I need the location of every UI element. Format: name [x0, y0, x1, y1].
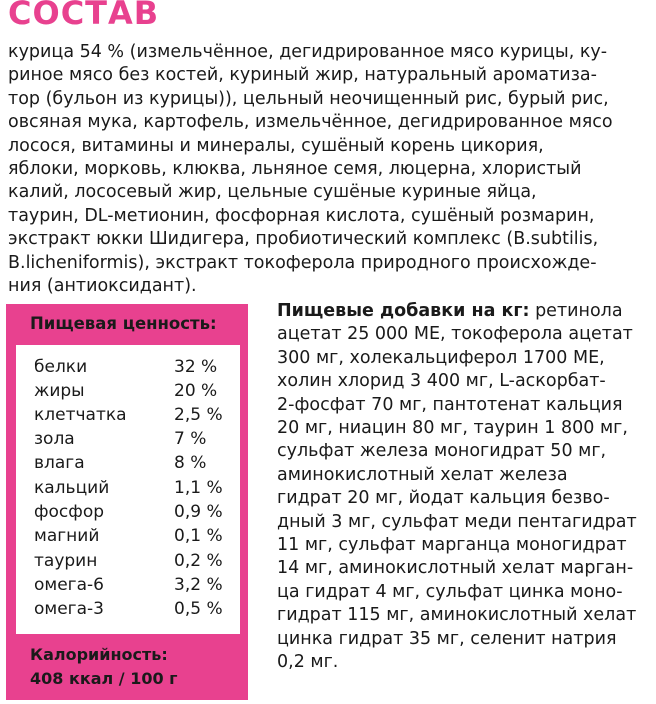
ingredients-line: тор (бульон из курицы)), цельный неочищенный рис, бурый рис, — [8, 88, 609, 109]
calories-label: Калорийность: — [30, 645, 168, 664]
additives-line: 14 мг, аминокислотный хелат марган- — [277, 558, 634, 579]
nutrient-name: кальций — [34, 478, 110, 498]
nutrition-title: Пищевая ценность: — [30, 314, 217, 333]
calories-block — [30, 643, 178, 691]
additives-line: 0,2 мг. — [277, 652, 339, 673]
additives-line: 300 мг, холекальциферол 1700 МЕ, — [277, 347, 605, 368]
nutrient-value: 2,5 % — [174, 405, 223, 425]
additives-first-line — [277, 300, 652, 323]
additives-line: ацетат 25 000 МЕ, токоферола ацетат — [277, 324, 633, 345]
ingredients-text — [8, 41, 648, 298]
ingredients-line: ния (антиоксидант). — [8, 276, 197, 297]
ingredients-line: лосося, витамины и минералы, сушёный корень цикория, — [8, 135, 544, 156]
additives-line: цинка гидрат 35 мг, селенит натрия — [277, 628, 617, 649]
calories-value: 408 ккал / 100 г — [30, 669, 178, 688]
ingredients-line: таурин, DL-метионин, фосфорная кислота, сушёный розмарин, — [8, 205, 595, 226]
nutrient-name: жиры — [34, 381, 85, 401]
additives-line: сульфат железа моногидрат 50 мг, — [277, 441, 607, 462]
additives-line: 20 мг, ниацин 80 мг, таурин 1 800 мг, — [277, 418, 628, 439]
additives-line: аминокислотный хелат железа — [277, 464, 568, 485]
additives-line: 2-фосфат 70 мг, пантотенат кальция — [277, 394, 623, 415]
nutrient-value: 7 % — [174, 429, 207, 449]
section-title: СОСТАВ — [8, 0, 160, 32]
nutrition-panel — [6, 304, 248, 700]
additives-line: 11 мг, сульфат марганца моногидрат — [277, 535, 627, 556]
nutrient-name: омега-6 — [34, 575, 104, 595]
ingredients-line: яблоки, морковь, клюква, льняное семя, люцерна, хлористый — [8, 159, 582, 180]
nutrient-name: таурин — [34, 551, 98, 571]
nutrient-value: 0,5 % — [174, 599, 223, 619]
nutrient-name: влага — [34, 453, 85, 473]
nutrient-value: 0,1 % — [174, 526, 223, 546]
nutrient-value: 1,1 % — [174, 478, 223, 498]
nutrient-name: белки — [34, 357, 88, 377]
nutrient-name: омега-3 — [34, 599, 104, 619]
nutrient-value: 0,9 % — [174, 502, 223, 522]
nutrient-name: зола — [34, 429, 75, 449]
nutrition-table — [16, 345, 240, 634]
additives-line: ца гидрат 4 мг, сульфат цинка моно- — [277, 581, 623, 602]
nutrient-value: 20 % — [174, 381, 218, 401]
additives-line: дный 3 мг, сульфат меди пентагидрат — [277, 511, 637, 532]
additives-line: холин хлорид 3 400 мг, L-аскорбат- — [277, 371, 606, 392]
ingredients-line: курица 54 % (измельчённое, дегидрированное мясо курицы, ку- — [8, 42, 608, 62]
ingredients-line: овсяная мука, картофель, измельчённое, дегидрированное мясо — [8, 112, 613, 133]
additives-line: гидрат 115 мг, аминокислотный хелат — [277, 605, 637, 626]
additives-first-line-rest: ретинола — [529, 301, 623, 321]
ingredients-line: экстракт юкки Шидигера, пробиотический комплекс (B.subtilis, — [8, 229, 599, 250]
ingredients-line: B.licheniformis), экстракт токоферола природного происхожде- — [8, 252, 597, 273]
ingredients-line: калий, лососевый жир, цельные сушёные куриные яйца, — [8, 182, 537, 203]
nutrient-value: 0,2 % — [174, 551, 223, 571]
nutrient-value: 3,2 % — [174, 575, 223, 595]
nutrient-name: клетчатка — [34, 405, 127, 425]
additives-heading: Пищевые добавки на кг: — [277, 301, 530, 321]
additives-line: гидрат 20 мг, йодат кальция безво- — [277, 488, 610, 509]
nutrient-value: 32 % — [174, 357, 218, 377]
additives-text — [277, 300, 652, 675]
nutrient-value: 8 % — [174, 453, 207, 473]
nutrient-name: магний — [34, 526, 100, 546]
nutrient-name: фосфор — [34, 502, 105, 522]
ingredients-line: риное мясо без костей, куриный жир, натуральный ароматиза- — [8, 65, 597, 86]
